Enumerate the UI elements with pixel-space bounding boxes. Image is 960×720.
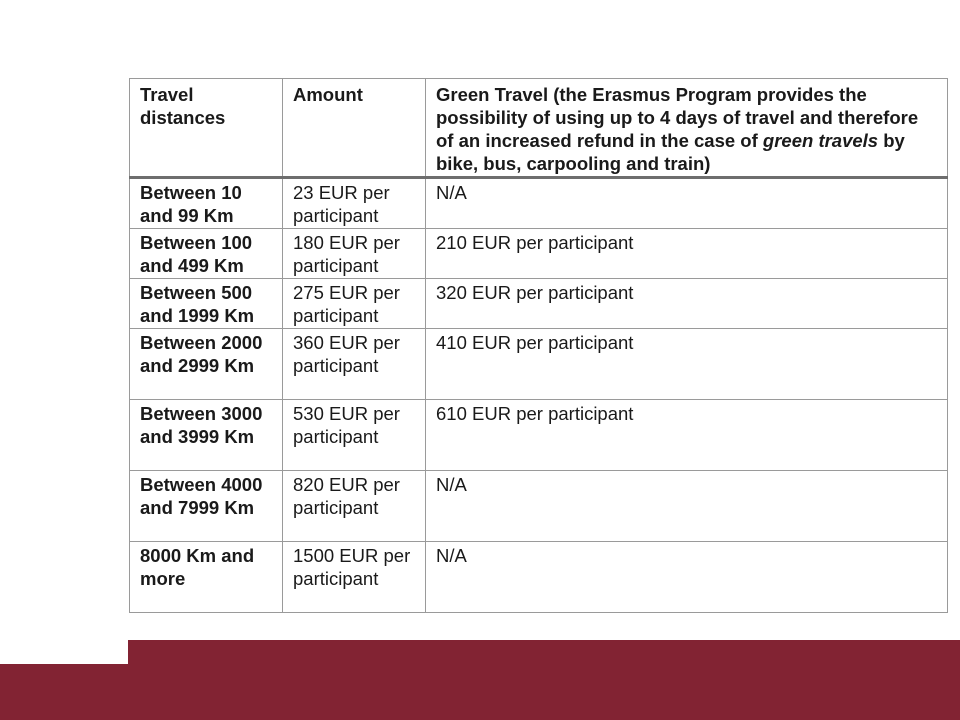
- distance-cell: 8000 Km and more: [130, 542, 283, 613]
- green-travel-cell: 610 EUR per participant: [426, 400, 948, 471]
- table-row: [130, 229, 948, 279]
- green-travel-cell: 320 EUR per participant: [426, 279, 948, 329]
- travel-grant-table: [129, 78, 948, 613]
- header-green-travel-emphasis: green travels: [762, 130, 879, 151]
- header-amount: Amount: [283, 79, 426, 178]
- distance-cell: Between 4000 and 7999 Km: [130, 471, 283, 542]
- green-travel-cell: N/A: [426, 178, 948, 229]
- amount-cell: 360 EUR per participant: [283, 329, 426, 400]
- table-row: [130, 329, 948, 400]
- amount-cell: 820 EUR per participant: [283, 471, 426, 542]
- green-travel-cell: 410 EUR per participant: [426, 329, 948, 400]
- table-row: [130, 542, 948, 613]
- header-green-travel-tail: by bike, bus, carpooling and train): [436, 130, 905, 174]
- distance-cell: Between 2000 and 2999 Km: [130, 329, 283, 400]
- distance-cell: Between 3000 and 3999 Km: [130, 400, 283, 471]
- amount-cell: 23 EUR per participant: [283, 178, 426, 229]
- distance-cell: Between 10 and 99 Km: [130, 178, 283, 229]
- amount-cell: 1500 EUR per participant: [283, 542, 426, 613]
- amount-cell: 180 EUR per participant: [283, 229, 426, 279]
- footer-band: [0, 664, 960, 720]
- table-header-row: [130, 79, 948, 178]
- distance-cell: Between 100 and 499 Km: [130, 229, 283, 279]
- amount-cell: 275 EUR per participant: [283, 279, 426, 329]
- distance-cell: Between 500 and 1999 Km: [130, 279, 283, 329]
- header-travel-distances: Travel distances: [130, 79, 283, 178]
- header-green-travel: [426, 79, 948, 178]
- table-row: [130, 471, 948, 542]
- green-travel-cell: 210 EUR per participant: [426, 229, 948, 279]
- table-row: [130, 279, 948, 329]
- footer-band-upper: [128, 640, 960, 664]
- green-travel-cell: N/A: [426, 542, 948, 613]
- header-green-travel-text: Green Travel (the Erasmus Program provides the possibility of using up to 4 days of travel and therefore of an increased refund in the case of: [436, 84, 919, 151]
- table-row: [130, 178, 948, 229]
- green-travel-cell: N/A: [426, 471, 948, 542]
- table-row: [130, 400, 948, 471]
- amount-cell: 530 EUR per participant: [283, 400, 426, 471]
